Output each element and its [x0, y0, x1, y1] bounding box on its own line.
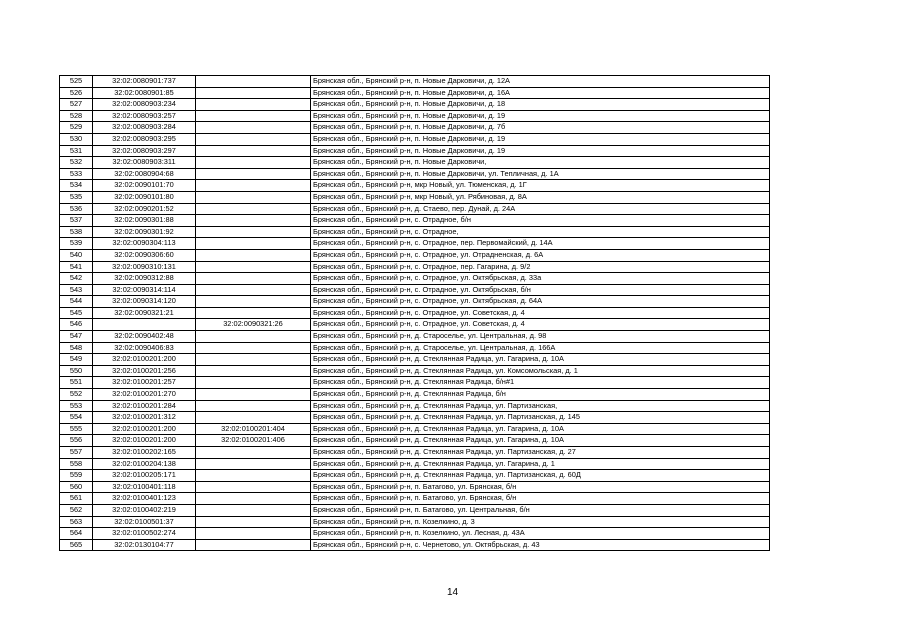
address-cell: Брянская обл., Брянский р-н, д. Стеклянная Радица, ул. Партизанская, — [311, 400, 770, 412]
table-row — [60, 423, 770, 435]
address-cell: Брянская обл., Брянский р-н, п. Новые Дарковичи, д. 19 — [311, 145, 770, 157]
cadastral-number-cell: 32:02:0090306:60 — [93, 249, 196, 261]
parent-cadastral-number-cell — [196, 284, 311, 296]
address-cell: Брянская обл., Брянский р-н, д. Стеклянная Радица, б/н — [311, 389, 770, 401]
parent-cadastral-number-cell — [196, 458, 311, 470]
table-row — [60, 342, 770, 354]
row-number-cell: 556 — [60, 435, 93, 447]
parent-cadastral-number-cell — [196, 331, 311, 343]
cadastral-number-cell: 32:02:0080903:295 — [93, 133, 196, 145]
cadastral-number-cell: 32:02:0100201:256 — [93, 365, 196, 377]
parent-cadastral-number-cell — [196, 110, 311, 122]
parent-cadastral-number-cell — [196, 226, 311, 238]
row-number-cell: 543 — [60, 284, 93, 296]
parent-cadastral-number-cell: 32:02:0100201:406 — [196, 435, 311, 447]
cadastral-number-cell: 32:02:0100401:118 — [93, 481, 196, 493]
cadastral-number-cell: 32:02:0100201:200 — [93, 435, 196, 447]
table-row — [60, 215, 770, 227]
cadastral-number-cell: 32:02:0100201:200 — [93, 354, 196, 366]
row-number-cell: 554 — [60, 412, 93, 424]
parent-cadastral-number-cell — [196, 180, 311, 192]
address-cell: Брянская обл., Брянский р-н, с. Отрадное, пер. Гагарина, д. 9/2 — [311, 261, 770, 273]
row-number-cell: 538 — [60, 226, 93, 238]
parent-cadastral-number-cell — [196, 87, 311, 99]
parent-cadastral-number-cell — [196, 168, 311, 180]
table-row — [60, 87, 770, 99]
row-number-cell: 533 — [60, 168, 93, 180]
address-cell: Брянская обл., Брянский р-н, с. Отрадное, ул. Октябрьская, д. 64А — [311, 296, 770, 308]
page-number: 14 — [446, 587, 459, 598]
cadastral-number-cell: 32:02:0080901:85 — [93, 87, 196, 99]
cadastral-number-cell: 32:02:0090301:92 — [93, 226, 196, 238]
address-cell: Брянская обл., Брянский р-н, д. Стеклянная Радица, ул. Партизанская, д. 60Д — [311, 470, 770, 482]
cadastral-number-cell: 32:02:0080903:311 — [93, 157, 196, 169]
parent-cadastral-number-cell — [196, 400, 311, 412]
row-number-cell: 540 — [60, 249, 93, 261]
row-number-cell: 550 — [60, 365, 93, 377]
row-number-cell: 531 — [60, 145, 93, 157]
parent-cadastral-number-cell — [196, 470, 311, 482]
parent-cadastral-number-cell — [196, 365, 311, 377]
parent-cadastral-number-cell — [196, 296, 311, 308]
parent-cadastral-number-cell — [196, 133, 311, 145]
table-row — [60, 389, 770, 401]
table-row — [60, 354, 770, 366]
parent-cadastral-number-cell — [196, 249, 311, 261]
address-cell: Брянская обл., Брянский р-н, мкр Новый, ул. Рябиновая, д. 8А — [311, 191, 770, 203]
row-number-cell: 539 — [60, 238, 93, 250]
parent-cadastral-number-cell — [196, 493, 311, 505]
table-row — [60, 400, 770, 412]
address-cell: Брянская обл., Брянский р-н, с. Отрадное, б/н — [311, 215, 770, 227]
row-number-cell: 530 — [60, 133, 93, 145]
address-cell: Брянская обл., Брянский р-н, д. Стеклянная Радица, ул. Гагарина, д. 10А — [311, 435, 770, 447]
table-row — [60, 435, 770, 447]
table-row — [60, 528, 770, 540]
address-cell: Брянская обл., Брянский р-н, с. Отрадное, ул. Советская, д. 4 — [311, 319, 770, 331]
row-number-cell: 552 — [60, 389, 93, 401]
address-cell: Брянская обл., Брянский р-н, п. Новые Дарковичи, д. 16А — [311, 87, 770, 99]
parent-cadastral-number-cell — [196, 528, 311, 540]
address-cell: Брянская обл., Брянский р-н, д. Стаево, пер. Дунай, д. 24А — [311, 203, 770, 215]
cadastral-number-cell: 32:02:0100202:165 — [93, 447, 196, 459]
row-number-cell: 529 — [60, 122, 93, 134]
address-cell: Брянская обл., Брянский р-н, с. Отрадное, ул. Отрадненская, д. 6А — [311, 249, 770, 261]
cadastral-number-cell: 32:02:0100401:123 — [93, 493, 196, 505]
cadastral-number-cell: 32:02:0090312:88 — [93, 273, 196, 285]
address-cell: Брянская обл., Брянский р-н, п. Козелкино, д. 3 — [311, 516, 770, 528]
table-row — [60, 319, 770, 331]
row-number-cell: 541 — [60, 261, 93, 273]
table-row — [60, 377, 770, 389]
table-row — [60, 447, 770, 459]
address-cell: Брянская обл., Брянский р-н, с. Чернетово, ул. Октябрьская, д. 43 — [311, 539, 770, 551]
parent-cadastral-number-cell — [196, 377, 311, 389]
address-cell: Брянская обл., Брянский р-н, п. Новые Дарковичи, д. 12А — [311, 76, 770, 88]
cadastral-number-cell: 32:02:0090304:113 — [93, 238, 196, 250]
parent-cadastral-number-cell — [196, 273, 311, 285]
table-row — [60, 504, 770, 516]
cadastral-number-cell: 32:02:0080903:257 — [93, 110, 196, 122]
cadastral-number-cell: 32:02:0100201:284 — [93, 400, 196, 412]
parent-cadastral-number-cell — [196, 447, 311, 459]
cadastral-number-cell: 32:02:0090321:21 — [93, 307, 196, 319]
parent-cadastral-number-cell — [196, 307, 311, 319]
cadastral-number-cell: 32:02:0100502:274 — [93, 528, 196, 540]
row-number-cell: 555 — [60, 423, 93, 435]
parent-cadastral-number-cell — [196, 389, 311, 401]
address-cell: Брянская обл., Брянский р-н, п. Новые Дарковичи, — [311, 157, 770, 169]
parent-cadastral-number-cell — [196, 203, 311, 215]
cadastral-number-cell: 32:02:0100201:312 — [93, 412, 196, 424]
row-number-cell: 542 — [60, 273, 93, 285]
table-row — [60, 516, 770, 528]
address-cell: Брянская обл., Брянский р-н, д. Староселье, ул. Центральная, д. 166А — [311, 342, 770, 354]
cadastral-number-cell: 32:02:0080903:284 — [93, 122, 196, 134]
address-cell: Брянская обл., Брянский р-н, д. Стеклянная Радица, ул. Партизанская, д. 145 — [311, 412, 770, 424]
cadastral-number-cell — [93, 319, 196, 331]
row-number-cell: 561 — [60, 493, 93, 505]
cadastral-number-cell: 32:02:0100201:270 — [93, 389, 196, 401]
address-cell: Брянская обл., Брянский р-н, с. Отрадное, ул. Октябрьская, б/н — [311, 284, 770, 296]
row-number-cell: 553 — [60, 400, 93, 412]
parent-cadastral-number-cell: 32:02:0090321:26 — [196, 319, 311, 331]
row-number-cell: 565 — [60, 539, 93, 551]
cadastral-number-cell: 32:02:0100205:171 — [93, 470, 196, 482]
row-number-cell: 564 — [60, 528, 93, 540]
parent-cadastral-number-cell — [196, 504, 311, 516]
cadastral-number-cell: 32:02:0100201:200 — [93, 423, 196, 435]
address-cell: Брянская обл., Брянский р-н, п. Батагово, ул. Центральная, б/н — [311, 504, 770, 516]
cadastral-number-cell: 32:02:0090201:52 — [93, 203, 196, 215]
cadastral-number-cell: 32:02:0090101:70 — [93, 180, 196, 192]
address-cell: Брянская обл., Брянский р-н, д. Стеклянная Радица, ул. Комсомольская, д. 1 — [311, 365, 770, 377]
cadastral-number-cell: 32:02:0080903:297 — [93, 145, 196, 157]
table-body — [60, 76, 770, 551]
address-cell: Брянская обл., Брянский р-н, с. Отрадное, пер. Первомайский, д. 14А — [311, 238, 770, 250]
address-cell: Брянская обл., Брянский р-н, с. Отрадное, — [311, 226, 770, 238]
row-number-cell: 537 — [60, 215, 93, 227]
address-cell: Брянская обл., Брянский р-н, п. Новые Дарковичи, д. 7б — [311, 122, 770, 134]
table-row — [60, 122, 770, 134]
cadastral-number-cell: 32:02:0090406:83 — [93, 342, 196, 354]
cadastral-number-cell: 32:02:0100201:257 — [93, 377, 196, 389]
cadastral-number-cell: 32:02:0090101:80 — [93, 191, 196, 203]
address-cell: Брянская обл., Брянский р-н, с. Отрадное, ул. Октябрьская, д. 33а — [311, 273, 770, 285]
parent-cadastral-number-cell — [196, 122, 311, 134]
table-row — [60, 191, 770, 203]
row-number-cell: 560 — [60, 481, 93, 493]
parent-cadastral-number-cell — [196, 261, 311, 273]
row-number-cell: 536 — [60, 203, 93, 215]
cadastral-number-cell: 32:02:0080901:737 — [93, 76, 196, 88]
table-row — [60, 481, 770, 493]
row-number-cell: 527 — [60, 99, 93, 111]
parent-cadastral-number-cell — [196, 238, 311, 250]
table-row — [60, 470, 770, 482]
cadastral-number-cell: 32:02:0090310:131 — [93, 261, 196, 273]
address-cell: Брянская обл., Брянский р-н, д. Стеклянная Радица, ул. Гагарина, д. 10А — [311, 423, 770, 435]
row-number-cell: 525 — [60, 76, 93, 88]
row-number-cell: 549 — [60, 354, 93, 366]
address-cell: Брянская обл., Брянский р-н, мкр Новый, ул. Тюменская, д. 1Г — [311, 180, 770, 192]
address-cell: Брянская обл., Брянский р-н, п. Новые Дарковичи, д. 19 — [311, 133, 770, 145]
address-cell: Брянская обл., Брянский р-н, п. Новые Дарковичи, д. 19 — [311, 110, 770, 122]
address-cell: Брянская обл., Брянский р-н, д. Стеклянная Радица, б/н#1 — [311, 377, 770, 389]
row-number-cell: 544 — [60, 296, 93, 308]
parent-cadastral-number-cell — [196, 145, 311, 157]
cadastral-number-cell: 32:02:0130104:77 — [93, 539, 196, 551]
parent-cadastral-number-cell — [196, 157, 311, 169]
cadastral-number-cell: 32:02:0100402:219 — [93, 504, 196, 516]
row-number-cell: 563 — [60, 516, 93, 528]
table-row — [60, 145, 770, 157]
table-row — [60, 76, 770, 88]
table-row — [60, 273, 770, 285]
table-row — [60, 226, 770, 238]
row-number-cell: 532 — [60, 157, 93, 169]
parent-cadastral-number-cell — [196, 342, 311, 354]
row-number-cell: 548 — [60, 342, 93, 354]
table-row — [60, 284, 770, 296]
cadastral-number-cell: 32:02:0080903:234 — [93, 99, 196, 111]
table-row — [60, 110, 770, 122]
parent-cadastral-number-cell — [196, 481, 311, 493]
table-row — [60, 261, 770, 273]
address-cell: Брянская обл., Брянский р-н, д. Стеклянная Радица, ул. Партизанская, д. 27 — [311, 447, 770, 459]
parent-cadastral-number-cell — [196, 99, 311, 111]
table-row — [60, 296, 770, 308]
row-number-cell: 545 — [60, 307, 93, 319]
address-cell: Брянская обл., Брянский р-н, п. Батагово, ул. Брянская, б/н — [311, 493, 770, 505]
row-number-cell: 551 — [60, 377, 93, 389]
cadastral-number-cell: 32:02:0080904:68 — [93, 168, 196, 180]
row-number-cell: 557 — [60, 447, 93, 459]
table-row — [60, 249, 770, 261]
row-number-cell: 547 — [60, 331, 93, 343]
table-row — [60, 458, 770, 470]
row-number-cell: 534 — [60, 180, 93, 192]
address-cell: Брянская обл., Брянский р-н, п. Новые Дарковичи, ул. Тепличная, д. 1А — [311, 168, 770, 180]
table-row — [60, 365, 770, 377]
row-number-cell: 535 — [60, 191, 93, 203]
row-number-cell: 546 — [60, 319, 93, 331]
address-cell: Брянская обл., Брянский р-н, д. Староселье, ул. Центральная, д. 98 — [311, 331, 770, 343]
table-row — [60, 331, 770, 343]
address-cell: Брянская обл., Брянский р-н, с. Отрадное, ул. Советская, д. 4 — [311, 307, 770, 319]
cadastral-number-cell: 32:02:0100204:138 — [93, 458, 196, 470]
parent-cadastral-number-cell — [196, 191, 311, 203]
table-row — [60, 539, 770, 551]
table-row — [60, 493, 770, 505]
address-cell: Брянская обл., Брянский р-н, п. Козелкино, ул. Лесная, д. 43А — [311, 528, 770, 540]
cadastral-number-cell: 32:02:0100501:37 — [93, 516, 196, 528]
cadastral-number-cell: 32:02:0090402:48 — [93, 331, 196, 343]
cadastral-number-cell: 32:02:0090301:88 — [93, 215, 196, 227]
parent-cadastral-number-cell — [196, 516, 311, 528]
address-cell: Брянская обл., Брянский р-н, д. Стеклянная Радица, ул. Гагарина, д. 1 — [311, 458, 770, 470]
row-number-cell: 562 — [60, 504, 93, 516]
cadastral-number-cell: 32:02:0090314:120 — [93, 296, 196, 308]
row-number-cell: 526 — [60, 87, 93, 99]
table-row — [60, 238, 770, 250]
table-row — [60, 412, 770, 424]
parent-cadastral-number-cell — [196, 215, 311, 227]
table-row — [60, 307, 770, 319]
table-row — [60, 203, 770, 215]
row-number-cell: 558 — [60, 458, 93, 470]
parent-cadastral-number-cell — [196, 76, 311, 88]
table-row — [60, 133, 770, 145]
table-row — [60, 180, 770, 192]
address-cell: Брянская обл., Брянский р-н, п. Батагово, ул. Брянская, б/н — [311, 481, 770, 493]
address-cell: Брянская обл., Брянский р-н, д. Стеклянная Радица, ул. Гагарина, д. 10А — [311, 354, 770, 366]
property-register-table — [59, 75, 770, 551]
parent-cadastral-number-cell — [196, 354, 311, 366]
cadastral-number-cell: 32:02:0090314:114 — [93, 284, 196, 296]
row-number-cell: 528 — [60, 110, 93, 122]
row-number-cell: 559 — [60, 470, 93, 482]
parent-cadastral-number-cell — [196, 539, 311, 551]
address-cell: Брянская обл., Брянский р-н, п. Новые Дарковичи, д. 18 — [311, 99, 770, 111]
table-row — [60, 157, 770, 169]
table-row — [60, 168, 770, 180]
parent-cadastral-number-cell: 32:02:0100201:404 — [196, 423, 311, 435]
table-row — [60, 99, 770, 111]
parent-cadastral-number-cell — [196, 412, 311, 424]
